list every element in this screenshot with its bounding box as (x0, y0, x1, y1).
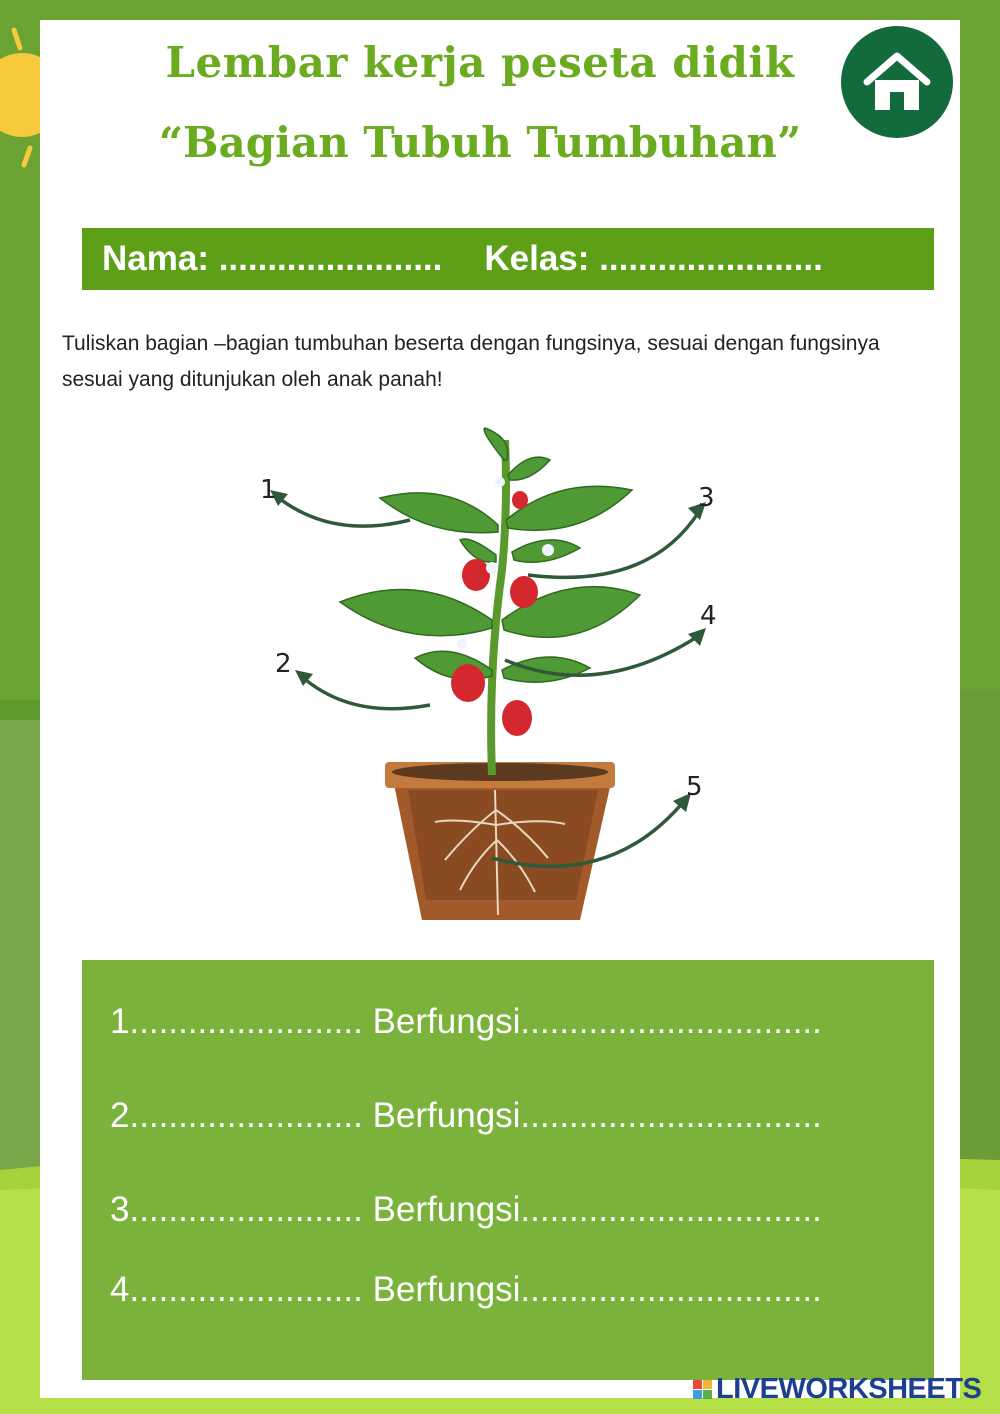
answer-line-2[interactable]: 2........................ Berfungsi............................... (110, 1096, 822, 1135)
diagram-label-5: 5 (686, 772, 703, 802)
leaves-illustration (340, 428, 640, 682)
instructions-text: Tuliskan bagian –bagian tumbuhan beserta dengan fungsinya, sesuai dengan fungsinya sesuai yang ditunjukan oleh anak panah! (62, 332, 880, 391)
diagram-label-2: 2 (275, 649, 292, 679)
nama-field[interactable]: Nama: ....................... (102, 239, 443, 278)
liveworksheets-logo (693, 1372, 981, 1406)
home-button[interactable] (841, 26, 953, 138)
liveworksheets-logo-icon (693, 1380, 712, 1399)
plant-diagram (230, 420, 770, 930)
answer-line-4[interactable]: 4........................ Berfungsi............................... (110, 1270, 822, 1309)
diagram-label-3: 3 (698, 483, 715, 513)
diagram-label-1: 1 (260, 475, 277, 505)
worksheet-title: Lembar kerja peseta didik (165, 38, 795, 87)
liveworksheets-brand: LIVEWORKSHEETS (716, 1372, 982, 1405)
home-icon (861, 50, 933, 114)
pot-illustration (385, 762, 615, 920)
diagram-label-4: 4 (700, 601, 717, 631)
kelas-field[interactable]: Kelas: ....................... (484, 239, 823, 278)
answer-box (82, 960, 934, 1380)
worksheet-subtitle: “Bagian Tubuh Tumbuhan” (158, 118, 802, 167)
answer-line-3[interactable]: 3........................ Berfungsi............................... (110, 1190, 822, 1229)
student-info-bar (82, 228, 934, 290)
answer-line-1[interactable]: 1........................ Berfungsi............................... (110, 1002, 822, 1041)
